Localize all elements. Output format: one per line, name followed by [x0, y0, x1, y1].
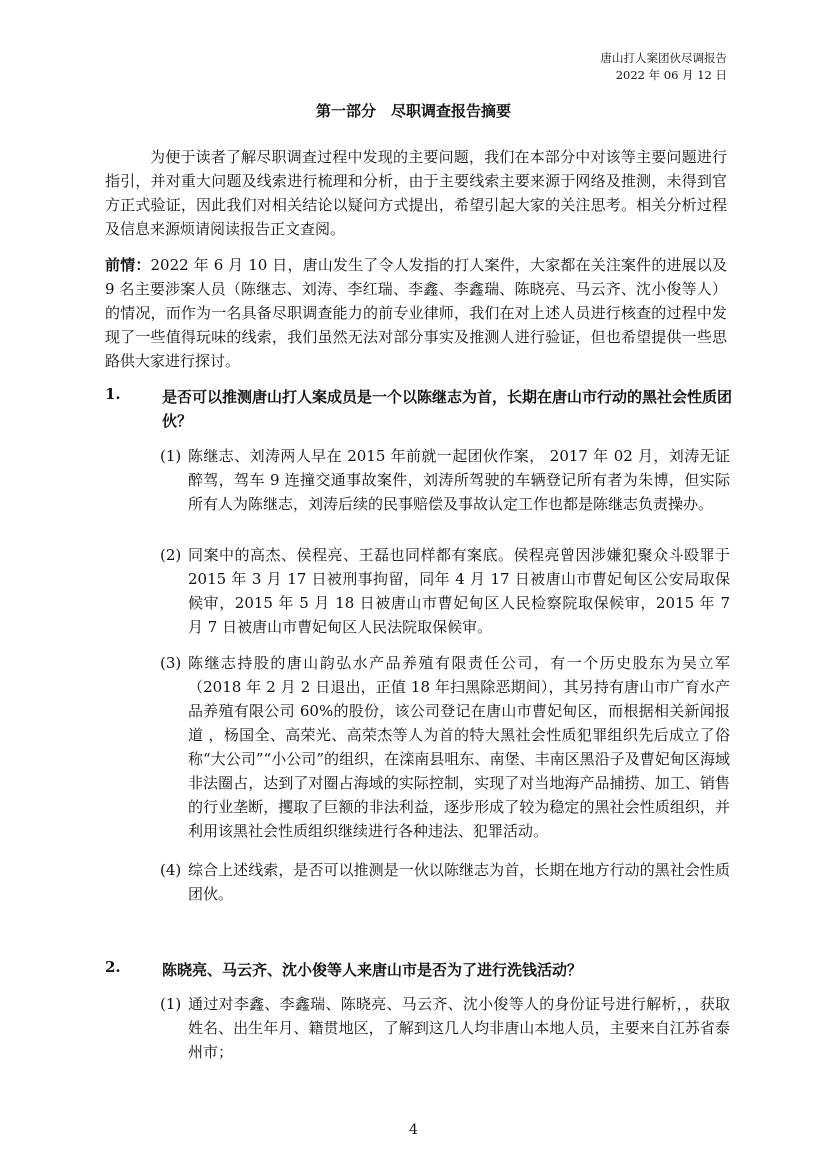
question-1-item-3 [160, 651, 730, 843]
question-1-item-2 [160, 543, 730, 639]
question-1-title: 是否可以推测唐山打人案成员是一个以陈继志为首，长期在唐山市行动的黑社会性质团伙？ [162, 388, 733, 430]
item-label: (4) [160, 861, 182, 879]
preface-text: 2022 年 6 月 10 日，唐山发生了令人发指的打人案件，大家都在关注案件的进展以及 9 名主要涉案人员（陈继志、刘涛、李红瑞、李鑫、李鑫瑞、陈晓亮、马云齐、沈小俊等人）的情况，而作为一名具备尽职调查能力的前专业律师，我们在对上述人员进行核查的过程中发现了一些值得玩味的线索，我们虽然无法对部分事实及推测人进行验证，但也希望提供一些思路供大家进行探讨。 [105, 256, 727, 370]
page-number: 4 [409, 1122, 418, 1138]
item-label: (1) [160, 447, 182, 465]
item-label: (2) [160, 546, 182, 564]
item-text: 陈继志、刘涛两人早在 2015 年前就一起团伙作案， 2017 年 02 月，刘涛无证醉驾，驾车 9 连撞交通事故案件，刘涛所驾驶的车辆登记所有者为朱博，但实际所有人为陈继志，刘涛后续的民事赔偿及事故认定工作也都是陈继志负责操办。 [188, 447, 730, 513]
intro-paragraph: 为便于读者了解尽职调查过程中发现的主要问题，我们在本部分中对该等主要问题进行指引，并对重大问题及线索进行梳理和分析，由于主要线索主要来源于网络及推测，未得到官方正式验证，因此我们对相关结论以疑问方式提出，希望引起大家的关注思考。相关分析过程及信息来源烦请阅读报告正文查阅。 [105, 148, 727, 238]
header-report-date: 2022 年 06 月 12 日 [615, 68, 727, 82]
preface-label: 前情： [105, 256, 151, 274]
item-text: 综合上述线索，是否可以推测是一伙以陈继志为首，长期在地方行动的黑社会性质团伙。 [188, 861, 730, 903]
question-1-item-4 [160, 858, 730, 906]
question-1-number: 1. [105, 385, 121, 403]
item-label: (3) [160, 654, 182, 672]
item-text: 通过对李鑫、李鑫瑞、陈晓亮、马云齐、沈小俊等人的身份证号进行解析，，获取姓名、出生年月、籍贯地区，了解到这几人均非唐山本地人员，主要来自江苏省泰州市； [188, 995, 730, 1061]
item-text: 同案中的高杰、侯程亮、王磊也同样都有案底。侯程亮曾因涉嫌犯聚众斗殴罪于 2015 年 3 月 17 日被刑事拘留，同年 4 月 17 日被唐山市曹妃甸区公安局取保候审，2015 年 5 月 18 日被唐山市曹妃甸区人民检察院取保候审，2015 年 7 月 7 日被唐山市曹妃甸区人民法院取保候审。 [188, 546, 730, 636]
header-report-title: 唐山打人案团伙尽调报告 [600, 51, 727, 65]
question-2-title: 陈晓亮、马云齐、沈小俊等人来唐山市是否为了进行洗钱活动？ [162, 961, 583, 979]
question-2-item-1 [160, 992, 730, 1064]
question-1-item-1 [160, 444, 730, 516]
section-title: 第一部分 尽职调查报告摘要 [315, 102, 511, 120]
preface-paragraph [105, 253, 727, 373]
question-2-number: 2. [105, 958, 121, 976]
item-text: 陈继志持股的唐山韵弘水产品养殖有限责任公司，有一个历史股东为吴立军（2018 年 2 月 2 日退出，正值 18 年扫黑除恶期间），其另持有唐山市广育水产品养殖有限公司 60%的股份，该公司登记在唐山市曹妃甸区，而根据相关新闻报道 ，杨国全、高荣光、高荣杰等人为首的特大黑社会性质犯罪组织先后成立了俗称“大公司”“小公司”的组织，在滦南县咀东、南堡、丰南区黑沿子及曹妃甸区海域非法圈占，达到了对圈占海域的实际控制，实现了对当地海产品捕捞、加工、销售的行业垄断，攫取了巨额的非法利益，逐步形成了较为稳定的黑社会性质组织，并利用该黑社会性质组织继续进行各种违法、犯罪活动。 [188, 654, 730, 840]
item-label: (1) [160, 995, 182, 1013]
